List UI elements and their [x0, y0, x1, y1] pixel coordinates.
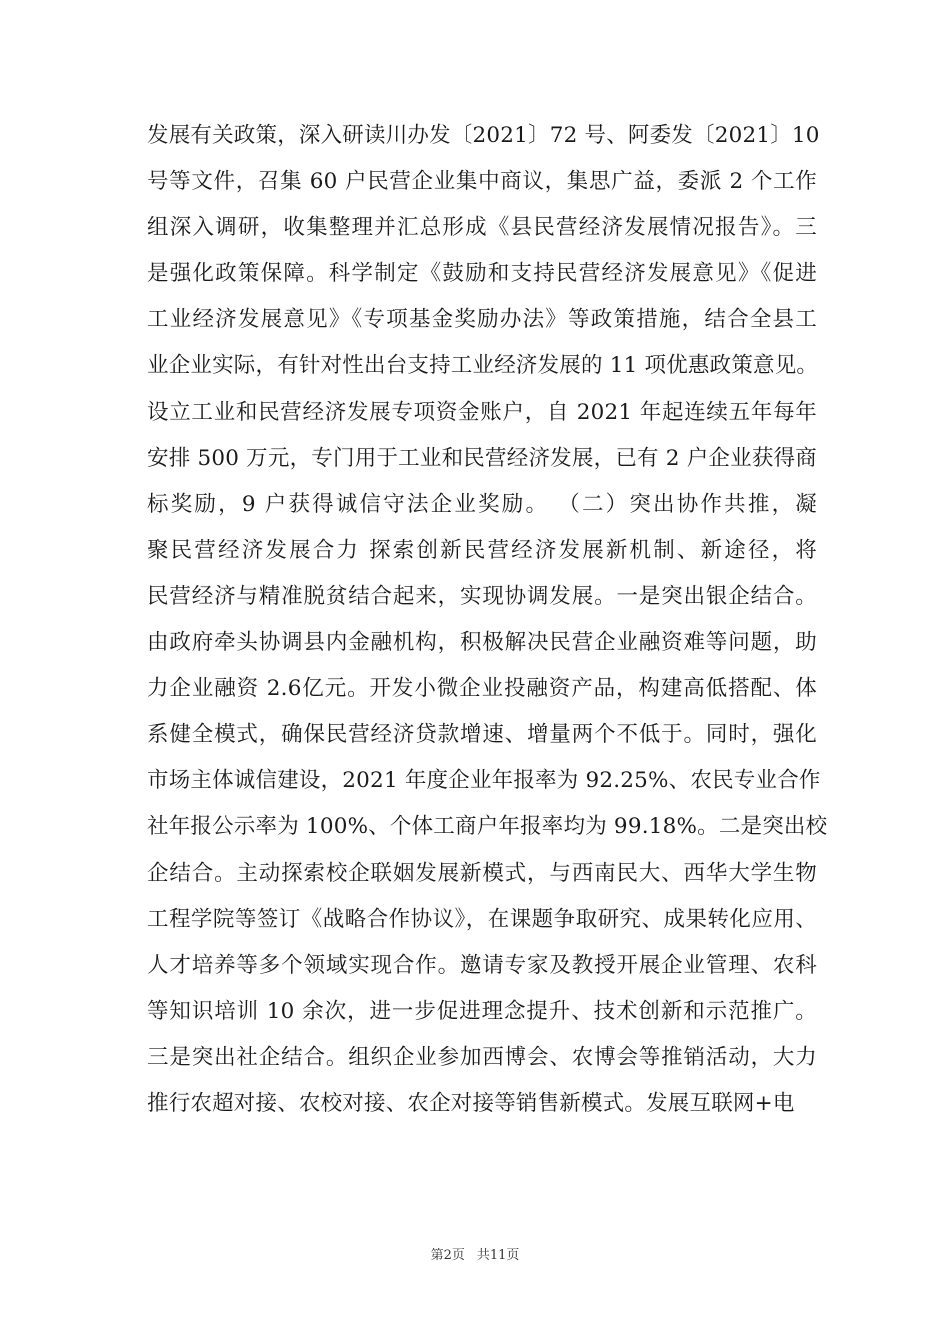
text-line: 推行农超对接、农校对接、农企对接等销售新模式。发展互联网+电 — [147, 1090, 795, 1116]
page-number: 第2页 — [430, 1248, 465, 1263]
page-footer — [0, 1247, 950, 1265]
text-line: 社年报公示率为 100%、个体工商户年报率均为 99.18%。二是突出校 — [147, 814, 828, 840]
text-line: 设立工业和民营经济发展专项资金账户，自 2021 年起连续五年每年 — [147, 399, 817, 425]
text-line: 由政府牵头协调县内金融机构，积极解决民营企业融资难等问题，助 — [147, 630, 817, 656]
text-line: 工业经济发展意见》《专项基金奖励办法》等政策措施，结合全县工 — [147, 307, 817, 333]
text-line: 企结合。主动探索校企联姻发展新模式，与西南民大、西华大学生物 — [147, 860, 817, 886]
text-line: 安排 500 万元，专门用于工业和民营经济发展，已有 2 户企业获得商 — [147, 445, 817, 471]
text-line: 人才培养等多个领域实现合作。邀请专家及教授开展企业管理、农科 — [147, 952, 817, 978]
text-line: 发展有关政策，深入研读川办发〔2021〕72 号、阿委发〔2021〕10 — [147, 123, 820, 148]
text-line: 是强化政策保障。科学制定《鼓励和支持民营经济发展意见》《促进 — [147, 261, 817, 287]
body-text — [147, 113, 828, 1127]
text-line: 市场主体诚信建设，2021 年度企业年报率为 92.25%、农民专业合作 — [147, 768, 821, 794]
text-line: 工程学院等签订《战略合作协议》，在课题争取研究、成果转化应用、 — [147, 906, 817, 932]
text-line: 号等文件，召集 60 户民营企业集中商议，集思广益，委派 2 个工作 — [147, 169, 817, 195]
text-line: 聚民营经济发展合力 探索创新民营经济发展新机制、新途径，将 — [147, 537, 817, 563]
text-line: 民营经济与精准脱贫结合起来，实现协调发展。一是突出银企结合。 — [147, 583, 817, 609]
text-line: 三是突出社企结合。组织企业参加西博会、农博会等推销活动，大力 — [147, 1044, 817, 1070]
page-total: 共11页 — [476, 1248, 520, 1263]
text-line: 等知识培训 10 余次，进一步促进理念提升、技术创新和示范推广。 — [147, 998, 817, 1024]
text-line: 力企业融资 2.6亿元。开发小微企业投融资产品，构建高低搭配、体 — [147, 676, 817, 702]
text-line: 标奖励，9 户获得诚信守法企业奖励。 （二）突出协作共推，凝 — [147, 491, 817, 517]
text-line: 业企业实际，有针对性出台支持工业经济发展的 11 项优惠政策意见。 — [147, 353, 819, 379]
text-line: 系健全模式，确保民营经济贷款增速、增量两个不低于。同时，强化 — [147, 722, 817, 748]
text-line: 组深入调研，收集整理并汇总形成《县民营经济发展情况报告》。三 — [147, 215, 817, 241]
